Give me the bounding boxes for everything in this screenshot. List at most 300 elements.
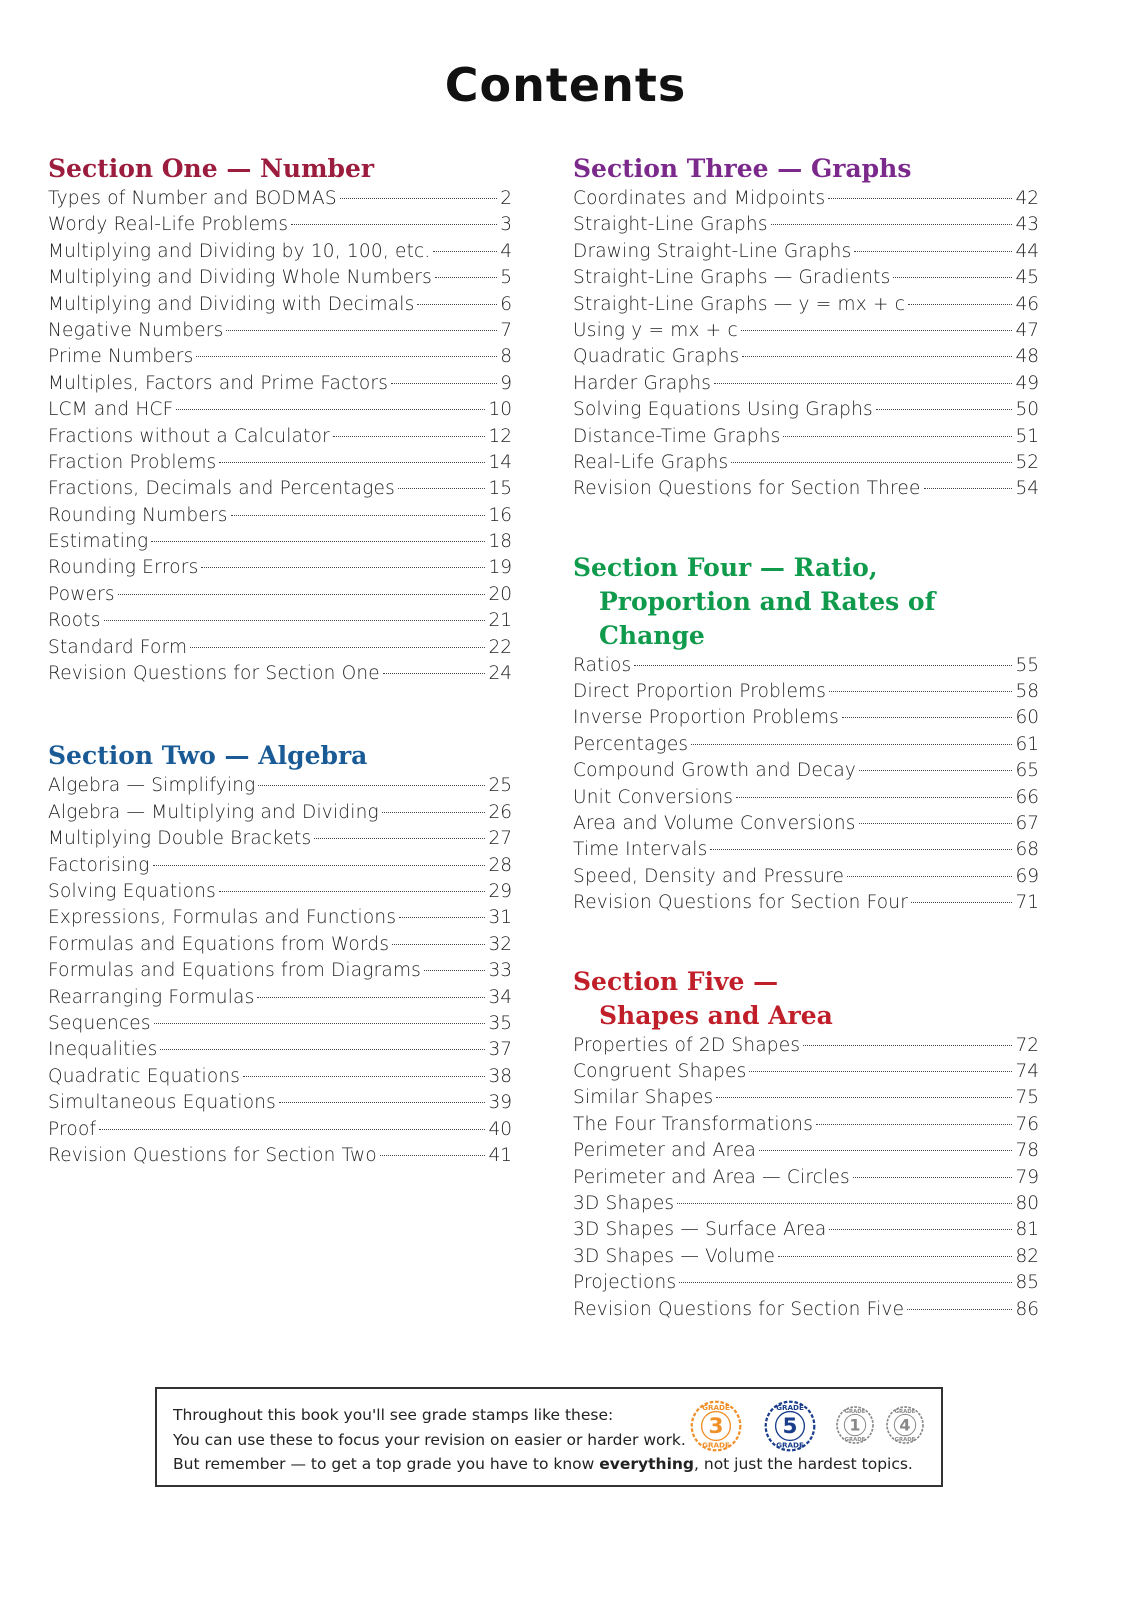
dot-leader bbox=[433, 251, 497, 252]
toc-entry[interactable] bbox=[573, 214, 1039, 240]
toc-entry[interactable] bbox=[48, 987, 512, 1013]
note-line-1: Throughout this book you'll see grade stamps like these: bbox=[173, 1406, 614, 1424]
toc-entry-title: Compound Growth and Decay bbox=[573, 760, 857, 782]
dot-leader bbox=[742, 356, 1012, 357]
toc-entry-title: Simultaneous Equations bbox=[48, 1092, 276, 1114]
toc-entry-title: Formulas and Equations from Diagrams bbox=[48, 960, 422, 982]
grade-stamp-note bbox=[155, 1387, 943, 1487]
toc-entry[interactable] bbox=[48, 775, 512, 801]
section-heading-line: Section Four — Ratio, bbox=[573, 552, 878, 582]
note-line-2: You can use these to focus your revision on easier or harder work. bbox=[173, 1430, 686, 1449]
toc-entry-page: 54 bbox=[1015, 478, 1039, 500]
toc-entry-title: Drawing Straight-Line Graphs bbox=[573, 240, 852, 262]
dot-leader bbox=[424, 970, 485, 971]
toc-entry[interactable] bbox=[48, 1145, 512, 1171]
toc-entry-page: 28 bbox=[488, 854, 512, 876]
dot-leader bbox=[842, 717, 1012, 718]
dot-leader bbox=[816, 1124, 1012, 1125]
section-heading bbox=[48, 152, 512, 186]
svg-text:1: 1 bbox=[849, 1415, 861, 1435]
dot-leader bbox=[160, 1049, 485, 1050]
toc-entry-page: 76 bbox=[1015, 1113, 1039, 1135]
toc-entry[interactable] bbox=[573, 452, 1039, 478]
dot-leader bbox=[392, 944, 485, 945]
toc-entry-page: 75 bbox=[1015, 1087, 1039, 1109]
toc-entry-page: 35 bbox=[488, 1012, 512, 1034]
toc-entry-title: Powers bbox=[48, 583, 115, 605]
toc-entry-title: Perimeter and Area bbox=[573, 1140, 757, 1162]
dot-leader bbox=[196, 356, 497, 357]
toc-entry[interactable] bbox=[48, 881, 512, 907]
toc-entry-page: 26 bbox=[488, 801, 512, 823]
toc-entry-title: Rounding Errors bbox=[48, 557, 199, 579]
toc-entry[interactable] bbox=[573, 346, 1039, 372]
dot-leader bbox=[714, 383, 1012, 384]
dot-leader bbox=[382, 812, 486, 813]
toc-entry-page: 37 bbox=[488, 1039, 512, 1061]
toc-entry[interactable] bbox=[48, 1039, 512, 1065]
toc-entry-page: 74 bbox=[1015, 1060, 1039, 1082]
toc-entry[interactable] bbox=[48, 1092, 512, 1118]
toc-entry[interactable] bbox=[573, 681, 1039, 707]
dot-leader bbox=[736, 797, 1012, 798]
toc-entry-title: Revision Questions for Section Five bbox=[573, 1298, 905, 1320]
toc-entry-title: Standard Form bbox=[48, 636, 188, 658]
toc-entry-title: Sequences bbox=[48, 1012, 151, 1034]
toc-entry[interactable] bbox=[48, 346, 512, 372]
toc-entry-title: Percentages bbox=[573, 733, 689, 755]
note-line-3-end: , not just the hardest topics. bbox=[694, 1455, 913, 1473]
toc-entry[interactable] bbox=[48, 960, 512, 986]
toc-entry[interactable] bbox=[573, 320, 1039, 346]
toc-entry-title: Fraction Problems bbox=[48, 451, 217, 473]
toc-entry-title: Rearranging Formulas bbox=[48, 986, 255, 1008]
toc-entry-page: 51 bbox=[1015, 425, 1039, 447]
toc-entry[interactable] bbox=[573, 1140, 1039, 1166]
toc-entry[interactable] bbox=[573, 1246, 1039, 1272]
toc-entry[interactable] bbox=[48, 610, 512, 636]
dot-leader bbox=[99, 1129, 485, 1130]
dot-leader bbox=[741, 330, 1013, 331]
dot-leader bbox=[118, 594, 486, 595]
toc-entry-page: 41 bbox=[488, 1144, 512, 1166]
toc-entry[interactable] bbox=[48, 373, 512, 399]
toc-entry[interactable] bbox=[573, 1193, 1039, 1219]
toc-entry-page: 48 bbox=[1015, 346, 1039, 368]
dot-leader bbox=[398, 488, 485, 489]
toc-entry-title: Formulas and Equations from Words bbox=[48, 933, 390, 955]
dot-leader bbox=[383, 673, 486, 674]
dot-leader bbox=[153, 865, 486, 866]
toc-entry-page: 81 bbox=[1015, 1219, 1039, 1241]
toc-entry-title: Area and Volume Conversions bbox=[573, 813, 856, 835]
toc-entry-title: Revision Questions for Section Two bbox=[48, 1144, 377, 1166]
toc-entry[interactable] bbox=[573, 188, 1039, 214]
toc-entry-page: 71 bbox=[1015, 892, 1039, 914]
svg-text:GRADE: GRADE bbox=[894, 1437, 916, 1443]
toc-entry-page: 82 bbox=[1015, 1245, 1039, 1267]
dot-leader bbox=[829, 1229, 1012, 1230]
toc-entry-title: Proof bbox=[48, 1118, 97, 1140]
toc-entry-title: 3D Shapes — Volume bbox=[573, 1245, 776, 1267]
toc-entry[interactable] bbox=[48, 1119, 512, 1145]
toc-entry[interactable] bbox=[48, 452, 512, 478]
toc-entry-title: Harder Graphs bbox=[573, 372, 712, 394]
toc-entry-page: 7 bbox=[500, 319, 512, 341]
dot-leader bbox=[876, 409, 1013, 410]
toc-entry-title: Inverse Proportion Problems bbox=[573, 707, 840, 729]
toc-entry-page: 68 bbox=[1015, 839, 1039, 861]
dot-leader bbox=[677, 1203, 1012, 1204]
svg-text:GRADE: GRADE bbox=[776, 1440, 804, 1450]
toc-entry-title: Congruent Shapes bbox=[573, 1060, 747, 1082]
dot-leader bbox=[803, 1045, 1012, 1046]
toc-entry-title: Algebra — Multiplying and Dividing bbox=[48, 801, 379, 823]
toc-entry[interactable] bbox=[48, 267, 512, 293]
toc-entry[interactable] bbox=[573, 707, 1039, 733]
toc-entry[interactable] bbox=[48, 214, 512, 240]
toc-entry-title: Wordy Real-Life Problems bbox=[48, 214, 289, 236]
toc-entry[interactable] bbox=[573, 787, 1039, 813]
toc-entry[interactable] bbox=[573, 267, 1039, 293]
toc-entry[interactable] bbox=[48, 855, 512, 881]
toc-entry[interactable] bbox=[48, 426, 512, 452]
section-heading-line: Section One — Number bbox=[48, 154, 375, 183]
toc-entry[interactable] bbox=[48, 478, 512, 504]
toc-entry[interactable] bbox=[573, 399, 1039, 425]
toc-entry-title: Coordinates and Midpoints bbox=[573, 188, 826, 209]
toc-entry-title: Negative Numbers bbox=[48, 319, 224, 341]
toc-entry[interactable] bbox=[48, 320, 512, 346]
toc-entry-page: 31 bbox=[488, 907, 512, 929]
grade-stamp-icon bbox=[763, 1399, 817, 1457]
toc-entry-title: Algebra — Simplifying bbox=[48, 775, 256, 797]
toc-entry-page: 9 bbox=[500, 372, 512, 394]
dot-leader bbox=[104, 620, 486, 621]
toc-entry[interactable] bbox=[573, 373, 1039, 399]
section-heading bbox=[573, 551, 1039, 653]
page-title: Contents bbox=[444, 58, 687, 112]
toc-entry[interactable] bbox=[48, 1013, 512, 1039]
dot-leader bbox=[908, 304, 1012, 305]
toc-entry-title: Perimeter and Area — Circles bbox=[573, 1166, 850, 1188]
toc-entry-page: 12 bbox=[488, 425, 512, 447]
toc-entry-page: 67 bbox=[1015, 813, 1039, 835]
toc-entry-page: 43 bbox=[1015, 214, 1039, 236]
toc-entry-page: 8 bbox=[500, 346, 512, 368]
dot-leader bbox=[219, 462, 485, 463]
grade-stamp-icon bbox=[689, 1399, 743, 1457]
toc-entry-page: 86 bbox=[1015, 1298, 1039, 1320]
toc-entry[interactable] bbox=[48, 934, 512, 960]
toc-entry-title: Real-Life Graphs bbox=[573, 451, 729, 473]
toc-entry[interactable] bbox=[573, 1219, 1039, 1245]
toc-entry-title: Straight-Line Graphs — Gradients bbox=[573, 267, 891, 289]
dot-leader bbox=[778, 1256, 1012, 1257]
toc-entry-title: Ratios bbox=[573, 654, 632, 676]
section-heading bbox=[48, 739, 512, 773]
dot-leader bbox=[634, 665, 1012, 666]
toc-entry-page: 16 bbox=[488, 504, 512, 526]
toc-entry-page: 66 bbox=[1015, 786, 1039, 808]
toc-entry-page: 47 bbox=[1015, 319, 1039, 341]
contents-column-left bbox=[48, 152, 512, 1171]
toc-entry-title: Distance-Time Graphs bbox=[573, 425, 781, 447]
toc-entry-title: Revision Questions for Section One bbox=[48, 663, 380, 685]
toc-entry[interactable] bbox=[48, 1066, 512, 1092]
toc-entry[interactable] bbox=[48, 663, 512, 689]
toc-entry-title: Types of Number and BODMAS bbox=[48, 188, 337, 209]
toc-entry[interactable] bbox=[573, 813, 1039, 839]
section-three bbox=[573, 152, 1039, 505]
dot-leader bbox=[399, 917, 485, 918]
toc-entry[interactable] bbox=[48, 505, 512, 531]
toc-entry-page: 85 bbox=[1015, 1272, 1039, 1294]
toc-entry-page: 21 bbox=[488, 610, 512, 632]
toc-entry-title: Prime Numbers bbox=[48, 346, 194, 368]
toc-entry-title: Straight-Line Graphs bbox=[573, 214, 768, 236]
dot-leader bbox=[691, 744, 1012, 745]
toc-entry-title: Factorising bbox=[48, 854, 150, 876]
dot-leader bbox=[154, 1023, 486, 1024]
toc-entry-page: 3 bbox=[500, 214, 512, 236]
toc-entry-page: 14 bbox=[488, 451, 512, 473]
toc-entry[interactable] bbox=[573, 892, 1039, 918]
toc-entry[interactable] bbox=[573, 426, 1039, 452]
toc-entry-title: 3D Shapes — Surface Area bbox=[573, 1219, 827, 1241]
grade-stamp-icon bbox=[885, 1405, 925, 1449]
toc-entry-page: 61 bbox=[1015, 733, 1039, 755]
dot-leader bbox=[380, 1155, 486, 1156]
toc-entry[interactable] bbox=[573, 1035, 1039, 1061]
toc-entry-page: 38 bbox=[488, 1065, 512, 1087]
section-four bbox=[573, 551, 1039, 919]
toc-entry-page: 24 bbox=[488, 663, 512, 685]
dot-leader bbox=[435, 277, 497, 278]
toc-entry-title: 3D Shapes bbox=[573, 1192, 675, 1214]
toc-entry[interactable] bbox=[573, 241, 1039, 267]
dot-leader bbox=[710, 849, 1012, 850]
dot-leader bbox=[258, 785, 485, 786]
toc-entry-title: Quadratic Graphs bbox=[573, 346, 740, 368]
dot-leader bbox=[907, 1309, 1012, 1310]
dot-leader bbox=[859, 770, 1012, 771]
toc-entry-page: 65 bbox=[1015, 760, 1039, 782]
dot-leader bbox=[340, 198, 497, 199]
svg-text:GRADE: GRADE bbox=[702, 1402, 730, 1412]
toc-entry-page: 32 bbox=[488, 933, 512, 955]
toc-entry-page: 39 bbox=[488, 1092, 512, 1114]
toc-list bbox=[48, 188, 512, 689]
section-heading-line: Shapes and Area bbox=[599, 1000, 833, 1030]
toc-entry-title: Similar Shapes bbox=[573, 1087, 714, 1109]
toc-entry-page: 55 bbox=[1015, 654, 1039, 676]
dot-leader bbox=[847, 876, 1012, 877]
toc-entry-title: Fractions without a Calculator bbox=[48, 425, 330, 447]
toc-entry-page: 4 bbox=[500, 240, 512, 262]
toc-entry-title: Speed, Density and Pressure bbox=[573, 865, 845, 887]
dot-leader bbox=[257, 997, 485, 998]
toc-entry-title: LCM and HCF bbox=[48, 399, 174, 421]
dot-leader bbox=[854, 251, 1012, 252]
section-heading-line: Section Three — Graphs bbox=[573, 154, 912, 183]
dot-leader bbox=[911, 902, 1012, 903]
toc-entry-page: 79 bbox=[1015, 1166, 1039, 1188]
svg-text:5: 5 bbox=[782, 1414, 798, 1440]
dot-leader bbox=[231, 515, 486, 516]
svg-text:4: 4 bbox=[899, 1415, 911, 1435]
dot-leader bbox=[759, 1150, 1012, 1151]
toc-entry[interactable] bbox=[573, 294, 1039, 320]
toc-entry-page: 60 bbox=[1015, 707, 1039, 729]
toc-entry-page: 72 bbox=[1015, 1034, 1039, 1056]
toc-entry-title: Straight-Line Graphs — y = mx + c bbox=[573, 293, 906, 315]
toc-entry[interactable] bbox=[48, 907, 512, 933]
toc-entry[interactable] bbox=[48, 828, 512, 854]
svg-text:3: 3 bbox=[708, 1414, 724, 1440]
svg-text:GRADE: GRADE bbox=[844, 1409, 866, 1415]
toc-entry-title: Estimating bbox=[48, 531, 149, 553]
toc-entry[interactable] bbox=[573, 1167, 1039, 1193]
toc-entry-page: 5 bbox=[500, 267, 512, 289]
toc-list bbox=[48, 775, 512, 1171]
toc-entry-page: 18 bbox=[488, 531, 512, 553]
toc-entry[interactable] bbox=[573, 1299, 1039, 1325]
toc-entry-page: 44 bbox=[1015, 240, 1039, 262]
toc-entry-title: Inequalities bbox=[48, 1039, 158, 1061]
toc-entry-page: 80 bbox=[1015, 1192, 1039, 1214]
svg-text:GRADE: GRADE bbox=[702, 1440, 730, 1450]
toc-entry[interactable] bbox=[573, 1272, 1039, 1298]
toc-entry[interactable] bbox=[48, 531, 512, 557]
toc-entry-title: Using y = mx + c bbox=[573, 319, 738, 341]
dot-leader bbox=[853, 1177, 1013, 1178]
dot-leader bbox=[333, 436, 485, 437]
toc-entry[interactable] bbox=[573, 839, 1039, 865]
note-emphasis: everything bbox=[599, 1455, 695, 1473]
toc-entry-page: 46 bbox=[1015, 293, 1039, 315]
toc-entry-page: 22 bbox=[488, 636, 512, 658]
toc-list bbox=[573, 188, 1039, 505]
toc-entry[interactable] bbox=[573, 734, 1039, 760]
toc-entry-title: The Four Transformations bbox=[573, 1113, 814, 1135]
toc-entry[interactable] bbox=[573, 655, 1039, 681]
toc-entry-title: Properties of 2D Shapes bbox=[573, 1034, 801, 1056]
toc-entry-page: 25 bbox=[488, 775, 512, 797]
toc-entry-title: Revision Questions for Section Four bbox=[573, 892, 909, 914]
section-heading-line: Section Five — bbox=[573, 966, 779, 996]
grade-stamp-icon bbox=[835, 1405, 875, 1449]
toc-entry-title: Solving Equations Using Graphs bbox=[573, 399, 873, 421]
toc-entry-title: Multiplying and Dividing with Decimals bbox=[48, 293, 415, 315]
dot-leader bbox=[893, 277, 1012, 278]
dot-leader bbox=[716, 1097, 1012, 1098]
toc-entry[interactable] bbox=[48, 802, 512, 828]
dot-leader bbox=[783, 436, 1012, 437]
dot-leader bbox=[219, 891, 485, 892]
dot-leader bbox=[731, 462, 1012, 463]
toc-entry[interactable] bbox=[48, 557, 512, 583]
dot-leader bbox=[151, 541, 485, 542]
toc-entry-page: 52 bbox=[1015, 451, 1039, 473]
dot-leader bbox=[190, 647, 485, 648]
toc-entry[interactable] bbox=[48, 637, 512, 663]
dot-leader bbox=[829, 691, 1012, 692]
toc-entry[interactable] bbox=[573, 478, 1039, 504]
toc-entry-title: Unit Conversions bbox=[573, 786, 734, 808]
svg-text:GRADE: GRADE bbox=[844, 1437, 866, 1443]
toc-entry[interactable] bbox=[573, 866, 1039, 892]
toc-entry-page: 27 bbox=[488, 828, 512, 850]
section-heading-line: Proportion and Rates of Change bbox=[599, 586, 936, 650]
toc-entry-page: 78 bbox=[1015, 1140, 1039, 1162]
toc-list bbox=[573, 655, 1039, 919]
section-heading-line: Section Two — Algebra bbox=[48, 741, 368, 771]
toc-entry-title: Multiples, Factors and Prime Factors bbox=[48, 372, 389, 394]
toc-entry-page: 6 bbox=[500, 293, 512, 315]
toc-entry[interactable] bbox=[48, 584, 512, 610]
toc-entry-page: 50 bbox=[1015, 399, 1039, 421]
toc-entry-page: 20 bbox=[488, 583, 512, 605]
toc-entry-page: 40 bbox=[488, 1118, 512, 1140]
dot-leader bbox=[679, 1282, 1012, 1283]
toc-entry[interactable] bbox=[48, 399, 512, 425]
toc-entry-title: Expressions, Formulas and Functions bbox=[48, 907, 397, 929]
toc-entry[interactable] bbox=[573, 760, 1039, 786]
toc-entry[interactable] bbox=[48, 241, 512, 267]
toc-entry-title: Time Intervals bbox=[573, 839, 708, 861]
toc-entry-title: Roots bbox=[48, 610, 101, 632]
note-line-3-start: But remember — to get a top grade you have to know bbox=[173, 1455, 600, 1473]
toc-entry-title: Rounding Numbers bbox=[48, 504, 228, 526]
toc-entry-page: 49 bbox=[1015, 372, 1039, 394]
section-two bbox=[48, 739, 512, 1171]
dot-leader bbox=[771, 224, 1013, 225]
dot-leader bbox=[201, 567, 485, 568]
dot-leader bbox=[828, 198, 1012, 199]
toc-entry[interactable] bbox=[573, 1087, 1039, 1113]
toc-entry[interactable] bbox=[48, 188, 512, 214]
toc-entry[interactable] bbox=[48, 294, 512, 320]
section-heading bbox=[573, 152, 1039, 186]
toc-entry-page: 15 bbox=[488, 478, 512, 500]
toc-entry-page: 45 bbox=[1015, 267, 1039, 289]
toc-entry-title: Revision Questions for Section Three bbox=[573, 478, 921, 500]
toc-entry[interactable] bbox=[573, 1061, 1039, 1087]
toc-entry-page: 42 bbox=[1015, 188, 1039, 209]
toc-entry-page: 58 bbox=[1015, 681, 1039, 703]
dot-leader bbox=[243, 1076, 485, 1077]
svg-text:GRADE: GRADE bbox=[776, 1402, 804, 1412]
toc-entry-title: Projections bbox=[573, 1272, 677, 1294]
toc-entry-page: 33 bbox=[488, 960, 512, 982]
toc-entry-title: Direct Proportion Problems bbox=[573, 681, 827, 703]
toc-entry-page: 69 bbox=[1015, 865, 1039, 887]
toc-entry-page: 10 bbox=[488, 399, 512, 421]
toc-entry[interactable] bbox=[573, 1114, 1039, 1140]
toc-entry-title: Multiplying and Dividing by 10, 100, etc. bbox=[48, 240, 431, 262]
dot-leader bbox=[314, 838, 485, 839]
dot-leader bbox=[176, 409, 485, 410]
dot-leader bbox=[417, 304, 497, 305]
section-one bbox=[48, 152, 512, 689]
dot-leader bbox=[749, 1071, 1012, 1072]
toc-entry-title: Quadratic Equations bbox=[48, 1065, 241, 1087]
dot-leader bbox=[924, 488, 1013, 489]
dot-leader bbox=[291, 224, 497, 225]
dot-leader bbox=[859, 823, 1013, 824]
dot-leader bbox=[226, 330, 497, 331]
